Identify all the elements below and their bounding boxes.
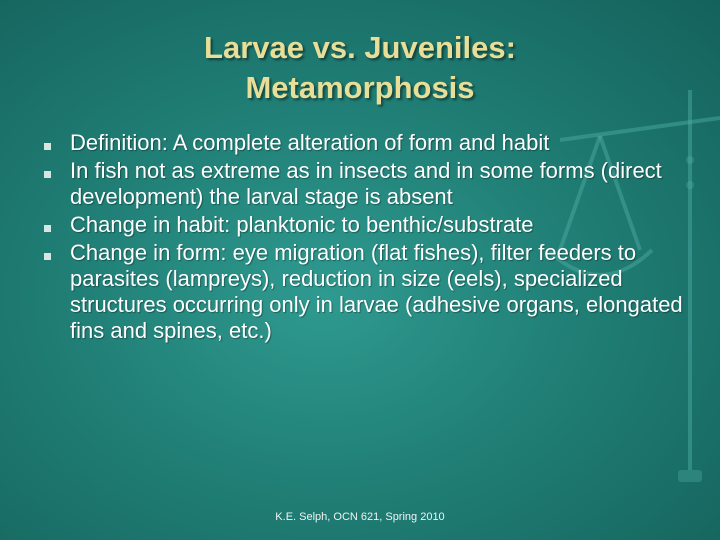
slide-title — [60, 28, 660, 108]
bullet-item — [42, 130, 692, 156]
bullet-text: Change in habit: planktonic to benthic/substrate — [70, 212, 534, 237]
bullet-item — [42, 158, 692, 210]
bullet-item — [42, 212, 692, 238]
bullet-text: In fish not as extreme as in insects and in some forms (direct development) the larval stage is absent — [70, 158, 662, 209]
bullet-item — [42, 240, 692, 344]
square-bullet-icon — [44, 225, 51, 232]
title-line-1: Larvae vs. Juveniles: — [204, 30, 516, 65]
slide-footer: K.E. Selph, OCN 621, Spring 2010 — [275, 511, 445, 523]
bullet-text: Definition: A complete alteration of form and habit — [70, 130, 550, 155]
bullet-text: Change in form: eye migration (flat fishes), filter feeders to parasites (lampreys), reduction in size (eels), specialized structures occurring only in larvae (adhesive organs, elongated fins and spines, etc.) — [70, 240, 683, 343]
bullet-list — [42, 130, 692, 346]
title-line-2: Metamorphosis — [245, 70, 475, 105]
square-bullet-icon — [44, 253, 51, 260]
square-bullet-icon — [44, 143, 51, 150]
square-bullet-icon — [44, 171, 51, 178]
